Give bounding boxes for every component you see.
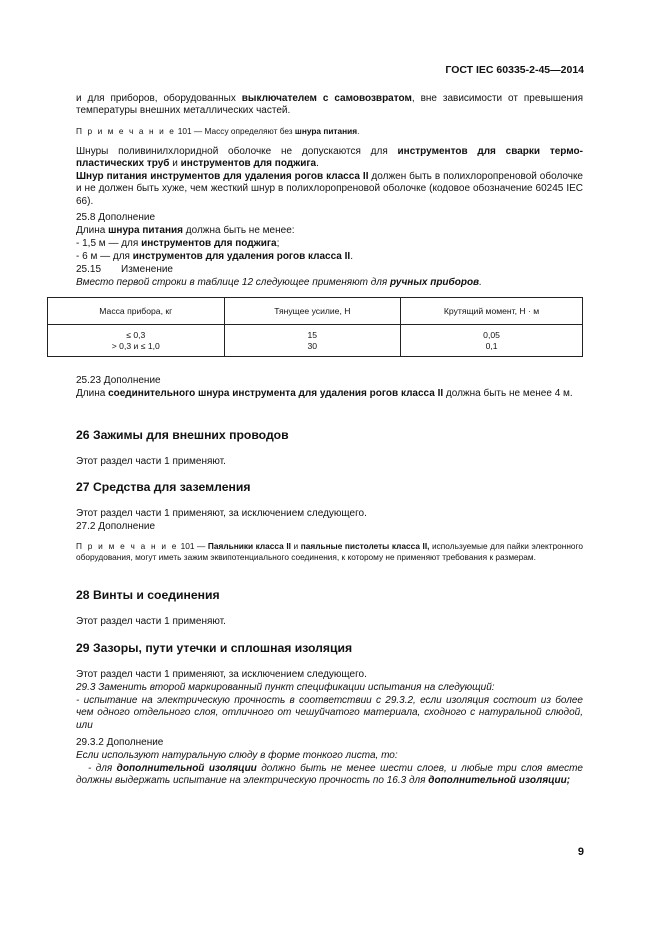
bold-term: паяльные пистолеты класса II,: [300, 541, 430, 551]
table-header-cell: Тянущее усилие, Н: [224, 298, 401, 325]
text: Вместо первой строки в таблице 12 следующее применяют для: [76, 277, 391, 288]
clause-27-2: 27.2 Дополнение: [76, 521, 156, 532]
list-item-ignition: [76, 238, 583, 250]
text: , вне зависимости от превышения температуры внешних металлических частей.: [76, 93, 583, 117]
paragraph-pvc-cords: [76, 146, 583, 171]
text: Длина: [76, 388, 109, 399]
section-27-text: Этот раздел части 1 применяют, за исключением следующего.: [76, 508, 367, 519]
paragraph-cord-length: [76, 225, 583, 237]
cell-value: 30: [307, 340, 318, 351]
page-header-standard: ГОСТ IEC 60335-2-45—2014: [445, 64, 584, 76]
text: и: [169, 158, 181, 170]
bold-term: шнура питания: [294, 126, 358, 136]
paragraph-intro: [76, 93, 583, 118]
bold-term: выключателем с самовозвратом: [241, 93, 412, 104]
table-row: [48, 325, 583, 357]
paragraph-connecting-cord: [76, 388, 583, 400]
bold-term: ручных приборов: [390, 277, 480, 288]
paragraph-table12-replace: [76, 277, 583, 289]
clause-29-3-item: - испытание на электрическую прочность в соответствии с 29.3.2, если изоляция состоит из более чем одного отдельного слоя, отличного от чешуйчатого материала, сходного с натуральной слюдой, или: [76, 695, 583, 731]
cell-value: 0,1: [485, 340, 498, 351]
text: .: [479, 277, 482, 288]
text: - 6 м — для: [76, 251, 133, 262]
bold-term: инструментов для сварки термопластических труб: [76, 146, 583, 170]
text: .: [357, 126, 360, 136]
text: должно быть не менее шести слоев, и любые три слоя вместе должны выдержать испытание на электрическую прочность по 16.3 для: [76, 763, 583, 787]
clause-title: Изменение: [121, 264, 173, 275]
clause-25-8: 25.8 Дополнение: [76, 212, 156, 223]
section-heading-29: 29 Зазоры, пути утечки и сплошная изоляция: [76, 641, 353, 655]
note-101-mass: [76, 126, 583, 137]
text: - 1,5 м — для: [76, 238, 142, 249]
text: Шнуры поливинилхлоридной оболочке не допускаются для: [76, 146, 398, 157]
list-item-dehorner: [76, 251, 583, 263]
section-29-text: Этот раздел части 1 применяют, за исключением следующего.: [76, 669, 367, 680]
section-heading-28: 28 Винты и соединения: [76, 588, 220, 602]
bold-term: дополнительной изоляции;: [428, 775, 571, 787]
table-cell: [48, 325, 225, 357]
table-header-row: [48, 298, 583, 325]
note-label: П р и м е ч а н и е: [76, 541, 178, 551]
section-26-text: Этот раздел части 1 применяют.: [76, 456, 226, 467]
clause-number: 25.15: [76, 264, 102, 275]
section-heading-26: 26 Зажимы для внешних проводов: [76, 428, 289, 442]
bold-term: дополнительной изоляции: [116, 763, 257, 774]
text: используемые для пайки электронного оборудования, могут иметь зажим эквипотенциального соединения, к которому не применяют требования к размерам.: [76, 541, 583, 562]
table-header-cell: Крутящий момент, Н · м: [401, 298, 583, 325]
note-number: 101 —: [177, 126, 203, 136]
clause-29-3-2-text: Если используют натуральную слюду в форме тонкого листа, то:: [76, 750, 398, 761]
text: ;: [276, 238, 280, 249]
clause-25-23: 25.23 Дополнение: [76, 375, 161, 386]
text: должна быть не менее:: [182, 225, 295, 236]
table-header-cell: Масса прибора, кг: [48, 298, 225, 325]
table-12-row: [47, 297, 583, 357]
text: должна быть не менее 4 м.: [443, 388, 573, 399]
page-number: 9: [577, 846, 584, 858]
section-28-text: Этот раздел части 1 применяют.: [76, 616, 226, 627]
cell-value: > 0,3 и ≤ 1,0: [111, 340, 160, 351]
bold-term: шнура питания: [108, 225, 183, 236]
cell-value: 15: [307, 330, 318, 340]
clause-29-3-2: 29.3.2 Дополнение: [76, 737, 164, 748]
text: Массу определяют без: [202, 126, 295, 136]
clause-29-3: 29.3 Заменить второй маркированный пункт спецификации испытания на следующий:: [76, 682, 495, 693]
table-cell: [224, 325, 401, 357]
bold-term: Шнур питания инструментов для удаления рогов класса II: [76, 171, 369, 182]
text: и: [290, 541, 301, 551]
note-label: П р и м е ч а н и е: [76, 126, 176, 136]
table-cell: [401, 325, 583, 357]
bold-term: соединительного шнура инструмента для удаления рогов класса II: [108, 388, 444, 399]
paragraph-dehorner-cord: [76, 171, 583, 208]
clause-25-15: [76, 264, 583, 276]
text: и для приборов, оборудованных: [76, 93, 242, 104]
cell-value: ≤ 0,3: [126, 330, 146, 340]
bold-term: инструментов для поджига: [180, 158, 317, 170]
text: .: [316, 158, 319, 170]
text: - для: [88, 763, 117, 774]
bold-term: инструментов для поджига: [141, 238, 277, 249]
section-heading-27: 27 Средства для заземления: [76, 480, 251, 494]
text: должен быть в полихлоропреновой оболочке и не должен быть хуже, чем жесткий шнур в полихлоропреновой оболочке (кодовое обозначение 60245 IEC 66).: [76, 171, 583, 207]
bold-term: Паяльники класса II: [205, 541, 291, 551]
bold-term: инструментов для удаления рогов класса II: [132, 251, 351, 262]
text: Длина: [76, 225, 109, 236]
list-item-supplementary-insulation: [76, 763, 583, 788]
cell-value: 0,05: [483, 330, 500, 340]
text: .: [350, 251, 353, 262]
note-number: 101 —: [180, 541, 206, 551]
note-101-soldering: [76, 541, 583, 563]
